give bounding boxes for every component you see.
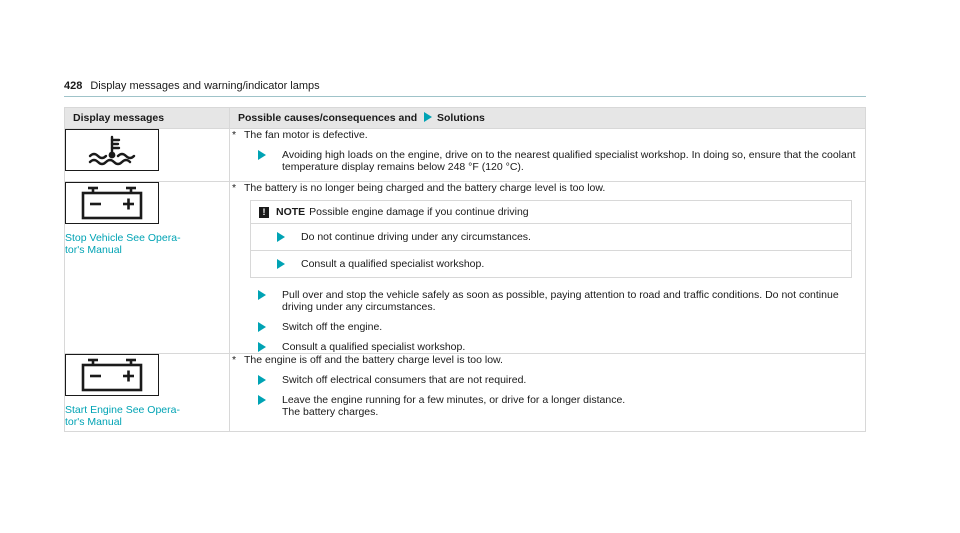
solution-cell — [230, 129, 866, 182]
display-message-line: tor's Manual — [65, 244, 122, 256]
note-item-label: Consult a qualified specialist workshop. — [301, 258, 485, 270]
display-message-line: Stop Vehicle See Opera- — [65, 232, 181, 244]
message-cell — [65, 129, 230, 182]
display-messages-table — [64, 107, 866, 432]
solution-label: Pull over and stop the vehicle safely as soon as possible, paying attention to road and traffic conditions. Do not continue driving under any circumstances. — [282, 289, 839, 313]
solution-arrow-icon — [258, 150, 266, 160]
cause-label: The fan motor is defective. — [244, 129, 368, 141]
header-causes-solutions — [230, 108, 866, 129]
table-row — [65, 182, 866, 354]
cause-label: The battery is no longer being charged and the battery charge level is too low. — [244, 182, 606, 194]
note-item — [251, 224, 851, 251]
table-row — [65, 129, 866, 182]
header-display-messages: Display messages — [65, 108, 230, 129]
message-cell — [65, 182, 230, 354]
page-number: 428 — [64, 80, 83, 92]
solution-label: Consult a qualified specialist workshop. — [282, 341, 466, 353]
solution-label-line: Leave the engine running for a few minutes, or drive for a longer distance. — [282, 394, 626, 406]
battery-icon — [65, 182, 159, 224]
solution-step — [258, 374, 865, 386]
page-title: Display messages and warning/indicator lamps — [90, 80, 320, 92]
note-title: Possible engine damage if you continue driving — [309, 206, 529, 218]
solution-label: Avoiding high loads on the engine, drive on to the nearest qualified specialist workshop. In doing so, ensure that the coolant temperature display remains below 248 °F (120 °C). — [282, 149, 856, 173]
solution-arrow-icon — [424, 112, 432, 122]
header-solutions-label: Solutions — [437, 112, 485, 124]
table-row — [65, 354, 866, 432]
warning-icon: ! — [259, 207, 269, 218]
solution-cell — [230, 354, 866, 432]
table-header-row — [65, 108, 866, 129]
solution-step — [258, 321, 865, 333]
note-label: NOTE — [276, 206, 306, 218]
solution-arrow-icon — [277, 259, 285, 269]
cause-text: * The fan motor is defective. — [232, 129, 368, 141]
coolant-temperature-icon — [65, 129, 159, 171]
cause-text: * The battery is no longer being charged and the battery charge level is too low. — [232, 182, 606, 194]
solution-arrow-icon — [277, 232, 285, 242]
note-item-label: Do not continue driving under any circumstances. — [301, 231, 531, 243]
solution-step — [258, 394, 865, 418]
note-item — [251, 251, 851, 277]
message-cell — [65, 354, 230, 432]
solution-arrow-icon — [258, 395, 266, 405]
cause-text: * The engine is off and the battery charge level is too low. — [232, 354, 503, 366]
header-rule — [64, 96, 866, 97]
cause-label: The engine is off and the battery charge level is too low. — [244, 354, 503, 366]
solution-label: Switch off the engine. — [282, 321, 383, 333]
solution-result: The battery charges. — [282, 406, 379, 418]
solution-arrow-icon — [258, 290, 266, 300]
display-message-line: Start Engine See Opera- — [65, 404, 180, 416]
header-causes-label: Possible causes/consequences and — [238, 112, 418, 124]
note-box — [250, 200, 852, 278]
solution-label — [282, 394, 865, 418]
solution-arrow-icon — [258, 342, 266, 352]
display-message-line: tor's Manual — [65, 416, 122, 428]
note-header — [251, 201, 851, 224]
solution-arrow-icon — [258, 375, 266, 385]
solution-step — [258, 149, 865, 173]
solution-step — [258, 341, 865, 353]
solution-cell — [230, 182, 866, 354]
display-message — [65, 232, 229, 256]
solution-step — [258, 289, 865, 313]
battery-icon — [65, 354, 159, 396]
display-message — [65, 404, 229, 428]
solution-arrow-icon — [258, 322, 266, 332]
page-header — [64, 80, 320, 92]
solution-label: Switch off electrical consumers that are not required. — [282, 374, 527, 386]
